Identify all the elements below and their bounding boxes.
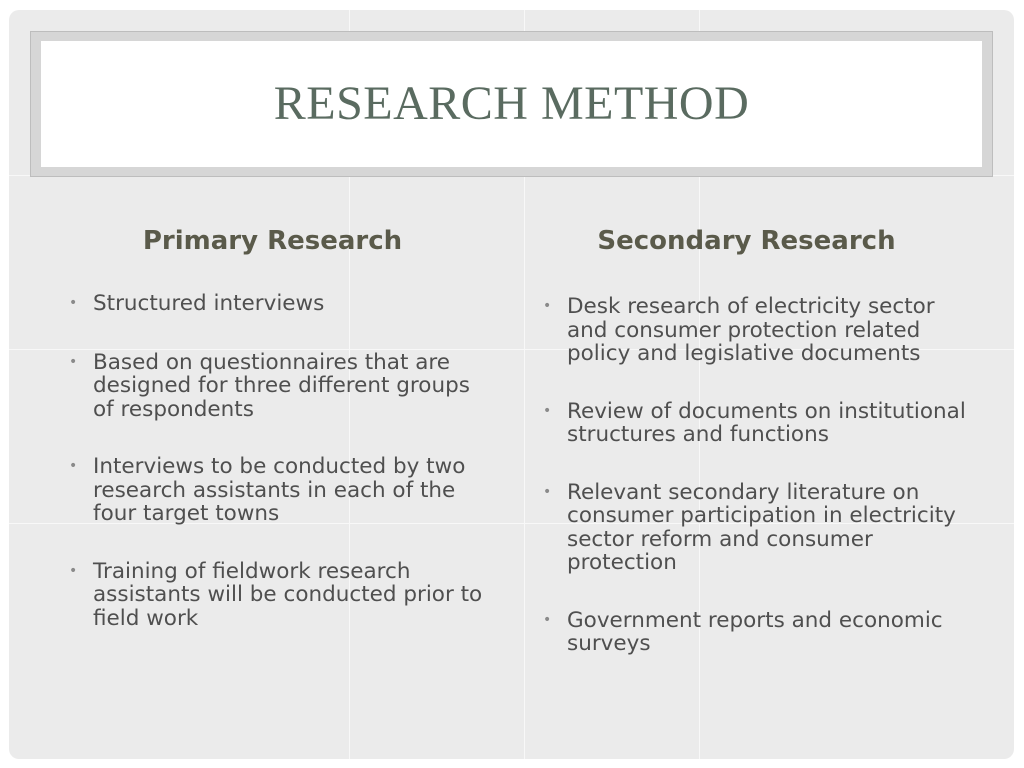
bullet-icon: • — [543, 298, 552, 314]
list-item-text: Structured interviews — [93, 291, 325, 316]
bullet-icon: • — [69, 562, 78, 579]
list-item-text: Relevant secondary literature on consumer participation in electricity sector reform and consumer protection — [567, 479, 956, 575]
title-box — [41, 41, 982, 167]
list-item — [65, 351, 495, 422]
list-item — [539, 481, 979, 575]
title-frame — [30, 31, 993, 177]
bullet-icon: • — [543, 402, 552, 419]
bullet-icon: • — [69, 295, 78, 311]
secondary-research-heading: Secondary Research — [597, 226, 896, 256]
secondary-research-list — [539, 295, 979, 656]
list-item — [65, 455, 495, 526]
slide — [9, 10, 1014, 759]
list-item-text: Training of fieldwork research assistants will be conducted prior to field work — [93, 558, 483, 631]
primary-research-list — [65, 292, 495, 630]
list-item-text: Review of documents on institutional structures and functions — [567, 398, 966, 447]
list-item — [65, 292, 495, 316]
slide-title: RESEARCH METHOD — [273, 77, 750, 130]
list-item — [539, 609, 979, 656]
list-item — [539, 295, 979, 366]
primary-research-heading: Primary Research — [142, 226, 403, 256]
bullet-icon: • — [543, 483, 552, 500]
list-item — [539, 400, 979, 447]
list-item-text: Interviews to be conducted by two research assistants in each of the four target towns — [93, 454, 466, 526]
bullet-icon: • — [69, 458, 78, 474]
list-item-text: Desk research of electricity sector and consumer protection related policy and legislative documents — [567, 294, 935, 366]
secondary-research-column — [539, 226, 979, 656]
list-item — [65, 560, 495, 631]
list-item-text: Government reports and economic surveys — [567, 607, 943, 656]
bullet-icon: • — [543, 611, 552, 628]
primary-research-column — [65, 226, 495, 630]
bullet-icon: • — [69, 353, 78, 370]
list-item-text: Based on questionnaires that are designed for three different groups of respondents — [93, 349, 470, 422]
